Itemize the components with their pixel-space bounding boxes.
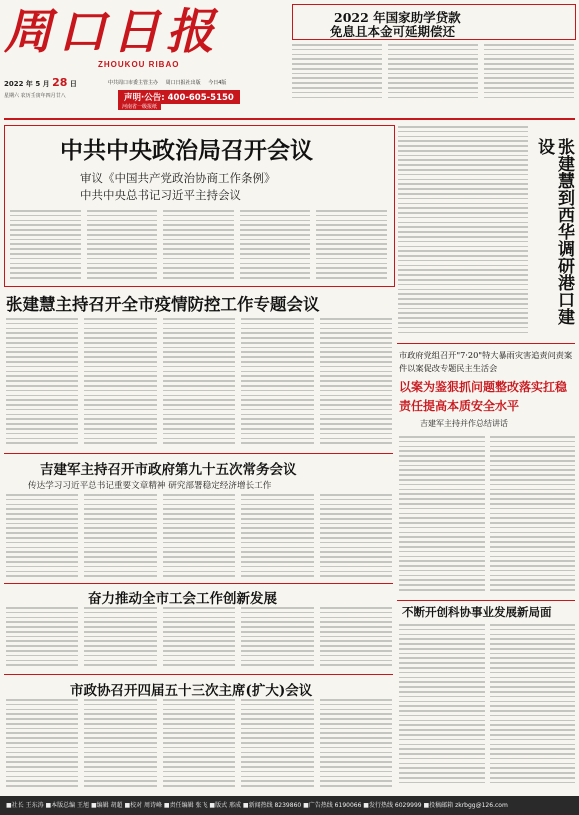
brand-strip: 河南省一级报纸 <box>118 103 161 110</box>
edition-item: 周口日报社出版 <box>165 80 201 86</box>
masthead-divider <box>4 118 575 120</box>
masthead-pinyin: ZHOUKOU RIBAO <box>98 60 180 69</box>
edition-item: 今日4版 <box>208 80 227 86</box>
announcement-label: 声明·公告: <box>124 93 165 103</box>
announcement-banner <box>118 90 240 104</box>
story3-headline: 市政府党组召开"7·20"特大暴雨灾害追责问责案件以案促改专题民主生活会 <box>399 350 573 373</box>
date-suffix: 日 <box>69 80 77 88</box>
edition-item: 中共周口市委主管主办 <box>108 80 159 86</box>
side-story-body <box>398 126 528 341</box>
lead-body-text <box>10 210 387 282</box>
story4-body-text <box>6 494 392 580</box>
story3-subhead: 以案为鉴狠抓问题整改落实扛稳责任提高本质安全水平 <box>399 380 568 413</box>
story3-top-rule <box>397 343 575 344</box>
story3-byline: 吉建军主持并作总结讲话 <box>420 419 508 428</box>
date-label: 2022 年 5 月 <box>4 80 50 88</box>
story4-top-rule <box>4 453 393 454</box>
lead-subheadline-1: 审议《中国共产党政治协商工作条例》 <box>80 171 276 185</box>
story5-top-rule <box>4 583 393 584</box>
date-line <box>4 76 77 89</box>
story2-headline: 张建慧主持召开全市疫情防控工作专题会议 <box>6 295 320 314</box>
story3-body-text <box>399 436 575 596</box>
side-story-headline: 张建慧到西华调研港口建设 <box>534 138 574 325</box>
story7-headline: 市政协召开四届五十三次主席(扩大)会议 <box>70 683 313 699</box>
story5-headline: 奋力推动全市工会工作创新发展 <box>88 591 277 607</box>
announcement-phone: 400-605-5150 <box>167 93 234 103</box>
story5-body-text <box>6 607 392 671</box>
story7-top-rule <box>4 674 393 675</box>
masthead-logo: 周口日报 <box>4 4 221 60</box>
masthead-right-text <box>292 44 574 106</box>
top-right-headline-line1: 2022 年国家助学贷款 <box>334 10 461 25</box>
story6-top-rule <box>397 600 575 601</box>
story4-subhead: 传达学习习近平总书记重要文章精神 研究部署稳定经济增长工作 <box>28 481 272 491</box>
story4-headline: 吉建军主持召开市政府第九十五次常务会议 <box>40 462 297 478</box>
lead-subheadline-2: 中共中央总书记习近平主持会议 <box>80 188 241 202</box>
story6-headline: 不断开创科协事业发展新局面 <box>402 605 552 619</box>
edition-info <box>108 79 226 86</box>
lead-headline: 中共中央政治局召开会议 <box>60 137 313 164</box>
weekday-line: 星期六 农历壬寅年四月廿八 <box>4 93 66 99</box>
footer-credits: ■社长 王东涛 ■本版总编 王旭 ■编辑 胡超 ■校对 周诗峰 ■责任编辑 张飞 ■版式 邢成 ■新闻热线 8239860 ■广告热线 6190066 ■发行热线 6029999 ■投稿邮箱 zkrbgg@126.com <box>0 796 579 815</box>
story6-body-text <box>399 624 575 792</box>
top-right-headline-line2: 免息且本金可延期偿还 <box>330 24 456 39</box>
date-day: 28 <box>52 76 68 89</box>
story7-body-text <box>6 699 392 792</box>
story2-body-text <box>6 318 392 450</box>
